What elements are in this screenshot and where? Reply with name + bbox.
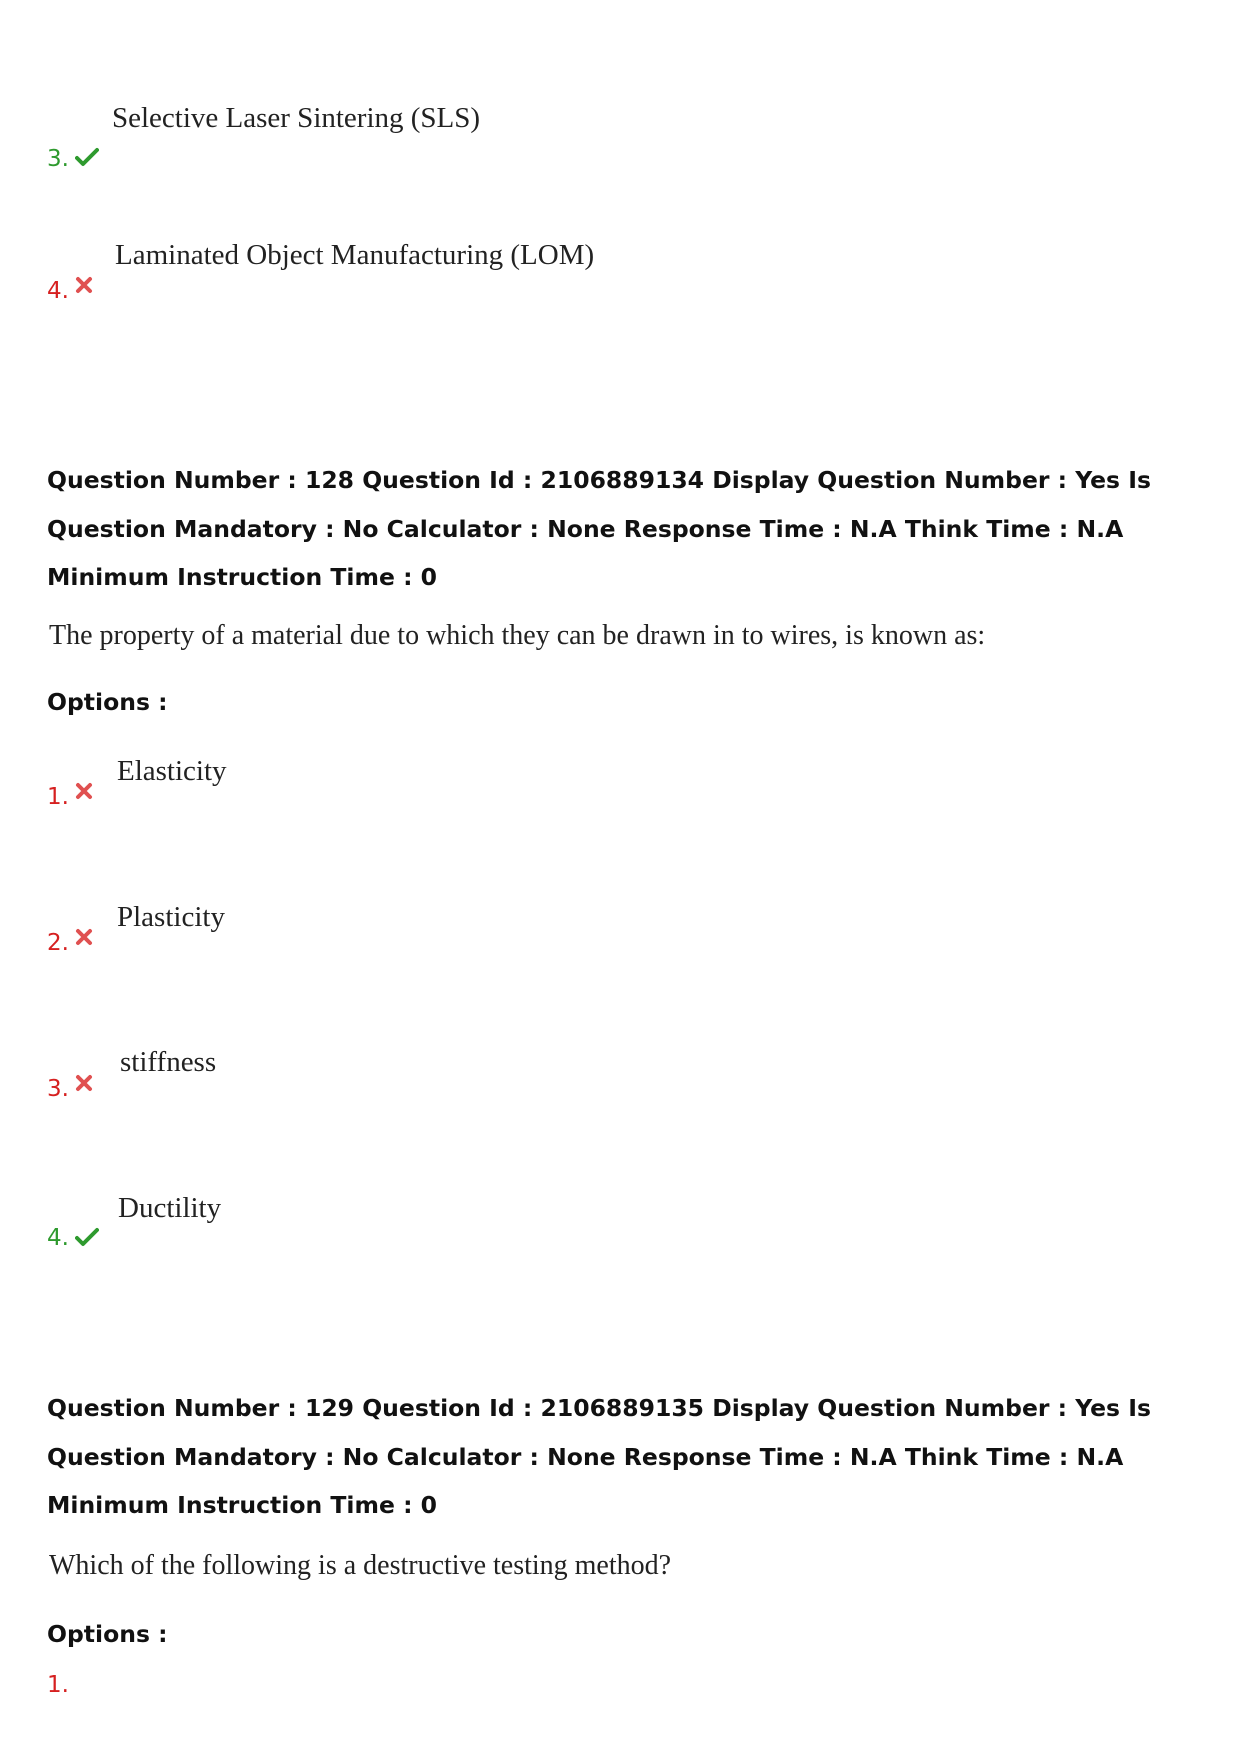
question-meta: Question Number : 129 Question Id : 2106889135 Display Question Number : Yes Is Question Mandatory : No Calculator : None Response Time : N.A Think Time : N.A Minimum Instruction Time : 0 [47,1394,1151,1519]
cross-icon [75,276,93,299]
option-text: Laminated Object Manufacturing (LOM) [115,239,595,271]
option-item [47,1046,947,1112]
option-number: 1. [47,1672,69,1698]
option-item [47,1672,947,1732]
option-number: 3. [47,1076,69,1102]
options-label: Options : [47,1620,168,1648]
options-label: Options : [47,688,168,716]
option-item [47,901,947,966]
cross-icon [75,1074,93,1097]
option-text: Ductility [118,1192,222,1224]
option-item [47,1192,947,1258]
option-text: stiffness [120,1046,217,1078]
cross-icon [75,782,93,805]
option-item [47,102,947,172]
option-item [47,239,947,306]
option-number: 1. [47,784,69,810]
check-icon [75,146,99,173]
option-number: 3. [47,146,69,172]
option-number: 2. [47,930,69,956]
question-text: Which of the following is a destructive testing method? [49,1550,672,1581]
question-text: The property of a material due to which they can be drawn in to wires, is known as: [49,620,986,651]
question-meta: Question Number : 128 Question Id : 2106889134 Display Question Number : Yes Is Question Mandatory : No Calculator : None Response Time : N.A Think Time : N.A Minimum Instruction Time : 0 [47,466,1151,591]
option-number: 4. [47,278,69,304]
option-text: Selective Laser Sintering (SLS) [112,102,481,134]
check-icon [75,1226,99,1253]
cross-icon [75,928,93,951]
option-text: Elasticity [117,755,227,787]
option-number: 4. [47,1225,69,1251]
option-item [47,755,947,820]
option-text: Plasticity [117,901,225,933]
